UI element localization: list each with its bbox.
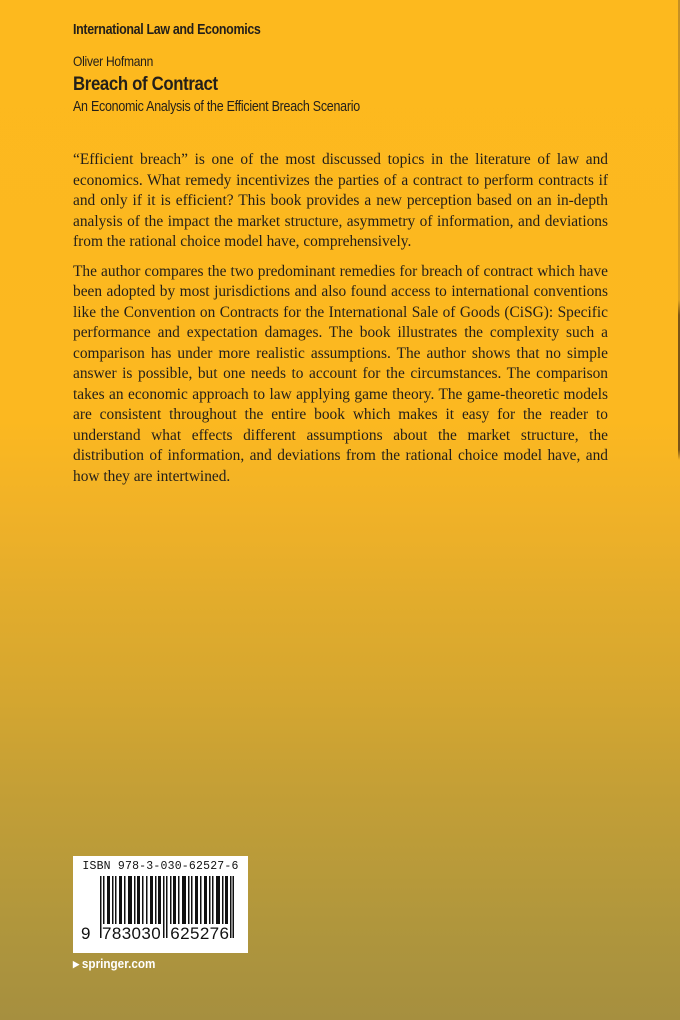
ean-first-digit: 9 (81, 924, 91, 943)
springer-link-label: springer.com (81, 956, 156, 971)
isbn-barcode (73, 856, 248, 953)
book-title: Breach of Contract (73, 73, 218, 95)
ean-right-group: 625276 (170, 924, 230, 943)
author-name: Oliver Hofmann (73, 53, 154, 69)
blurb-paragraph: The author compares the two predominant remedies for breach of contract which have been adopted by most jurisdictions and also found access to international conventions like the Convention on Contracts for the International Sale of Goods (CiSG): Specific performance and expectation damages. The book illustrates the complexity such a comparison has under more realistic assumptions. The author shows that no simple answer is possible, but one needs to account for the circumstances. The comparison takes an economic approach to law applying game theory. The game-theoretic models are consistent throughout the entire book which makes it easy for the reader to understand what effects different assumptions about the market structure, the distribution of information, and deviations from the rational choice model have, and how they are intertwined. (73, 262, 608, 485)
blurb-paragraph: “Efficient breach” is one of the most discussed topics in the literature of law and economics. What remedy incentivizes the parties of a contract to perform contracts if and only if it is efficient? This book provides a new perception based on an in-depth analysis of the impact the market structure, asymmetry of information, and deviations from the rational choice model have, comprehensively. (73, 151, 608, 250)
series-name: International Law and Economics (73, 22, 261, 38)
play-arrow-icon: ▶ (73, 959, 80, 969)
book-subtitle: An Economic Analysis of the Efficient Breach Scenario (73, 99, 360, 115)
ean-left-group: 783030 (101, 924, 162, 943)
isbn-label: ISBN 978-3-030-62527-6 (82, 860, 239, 873)
ean-digits (81, 924, 241, 944)
back-cover-blurb (73, 150, 608, 496)
springer-link[interactable] (73, 956, 155, 971)
